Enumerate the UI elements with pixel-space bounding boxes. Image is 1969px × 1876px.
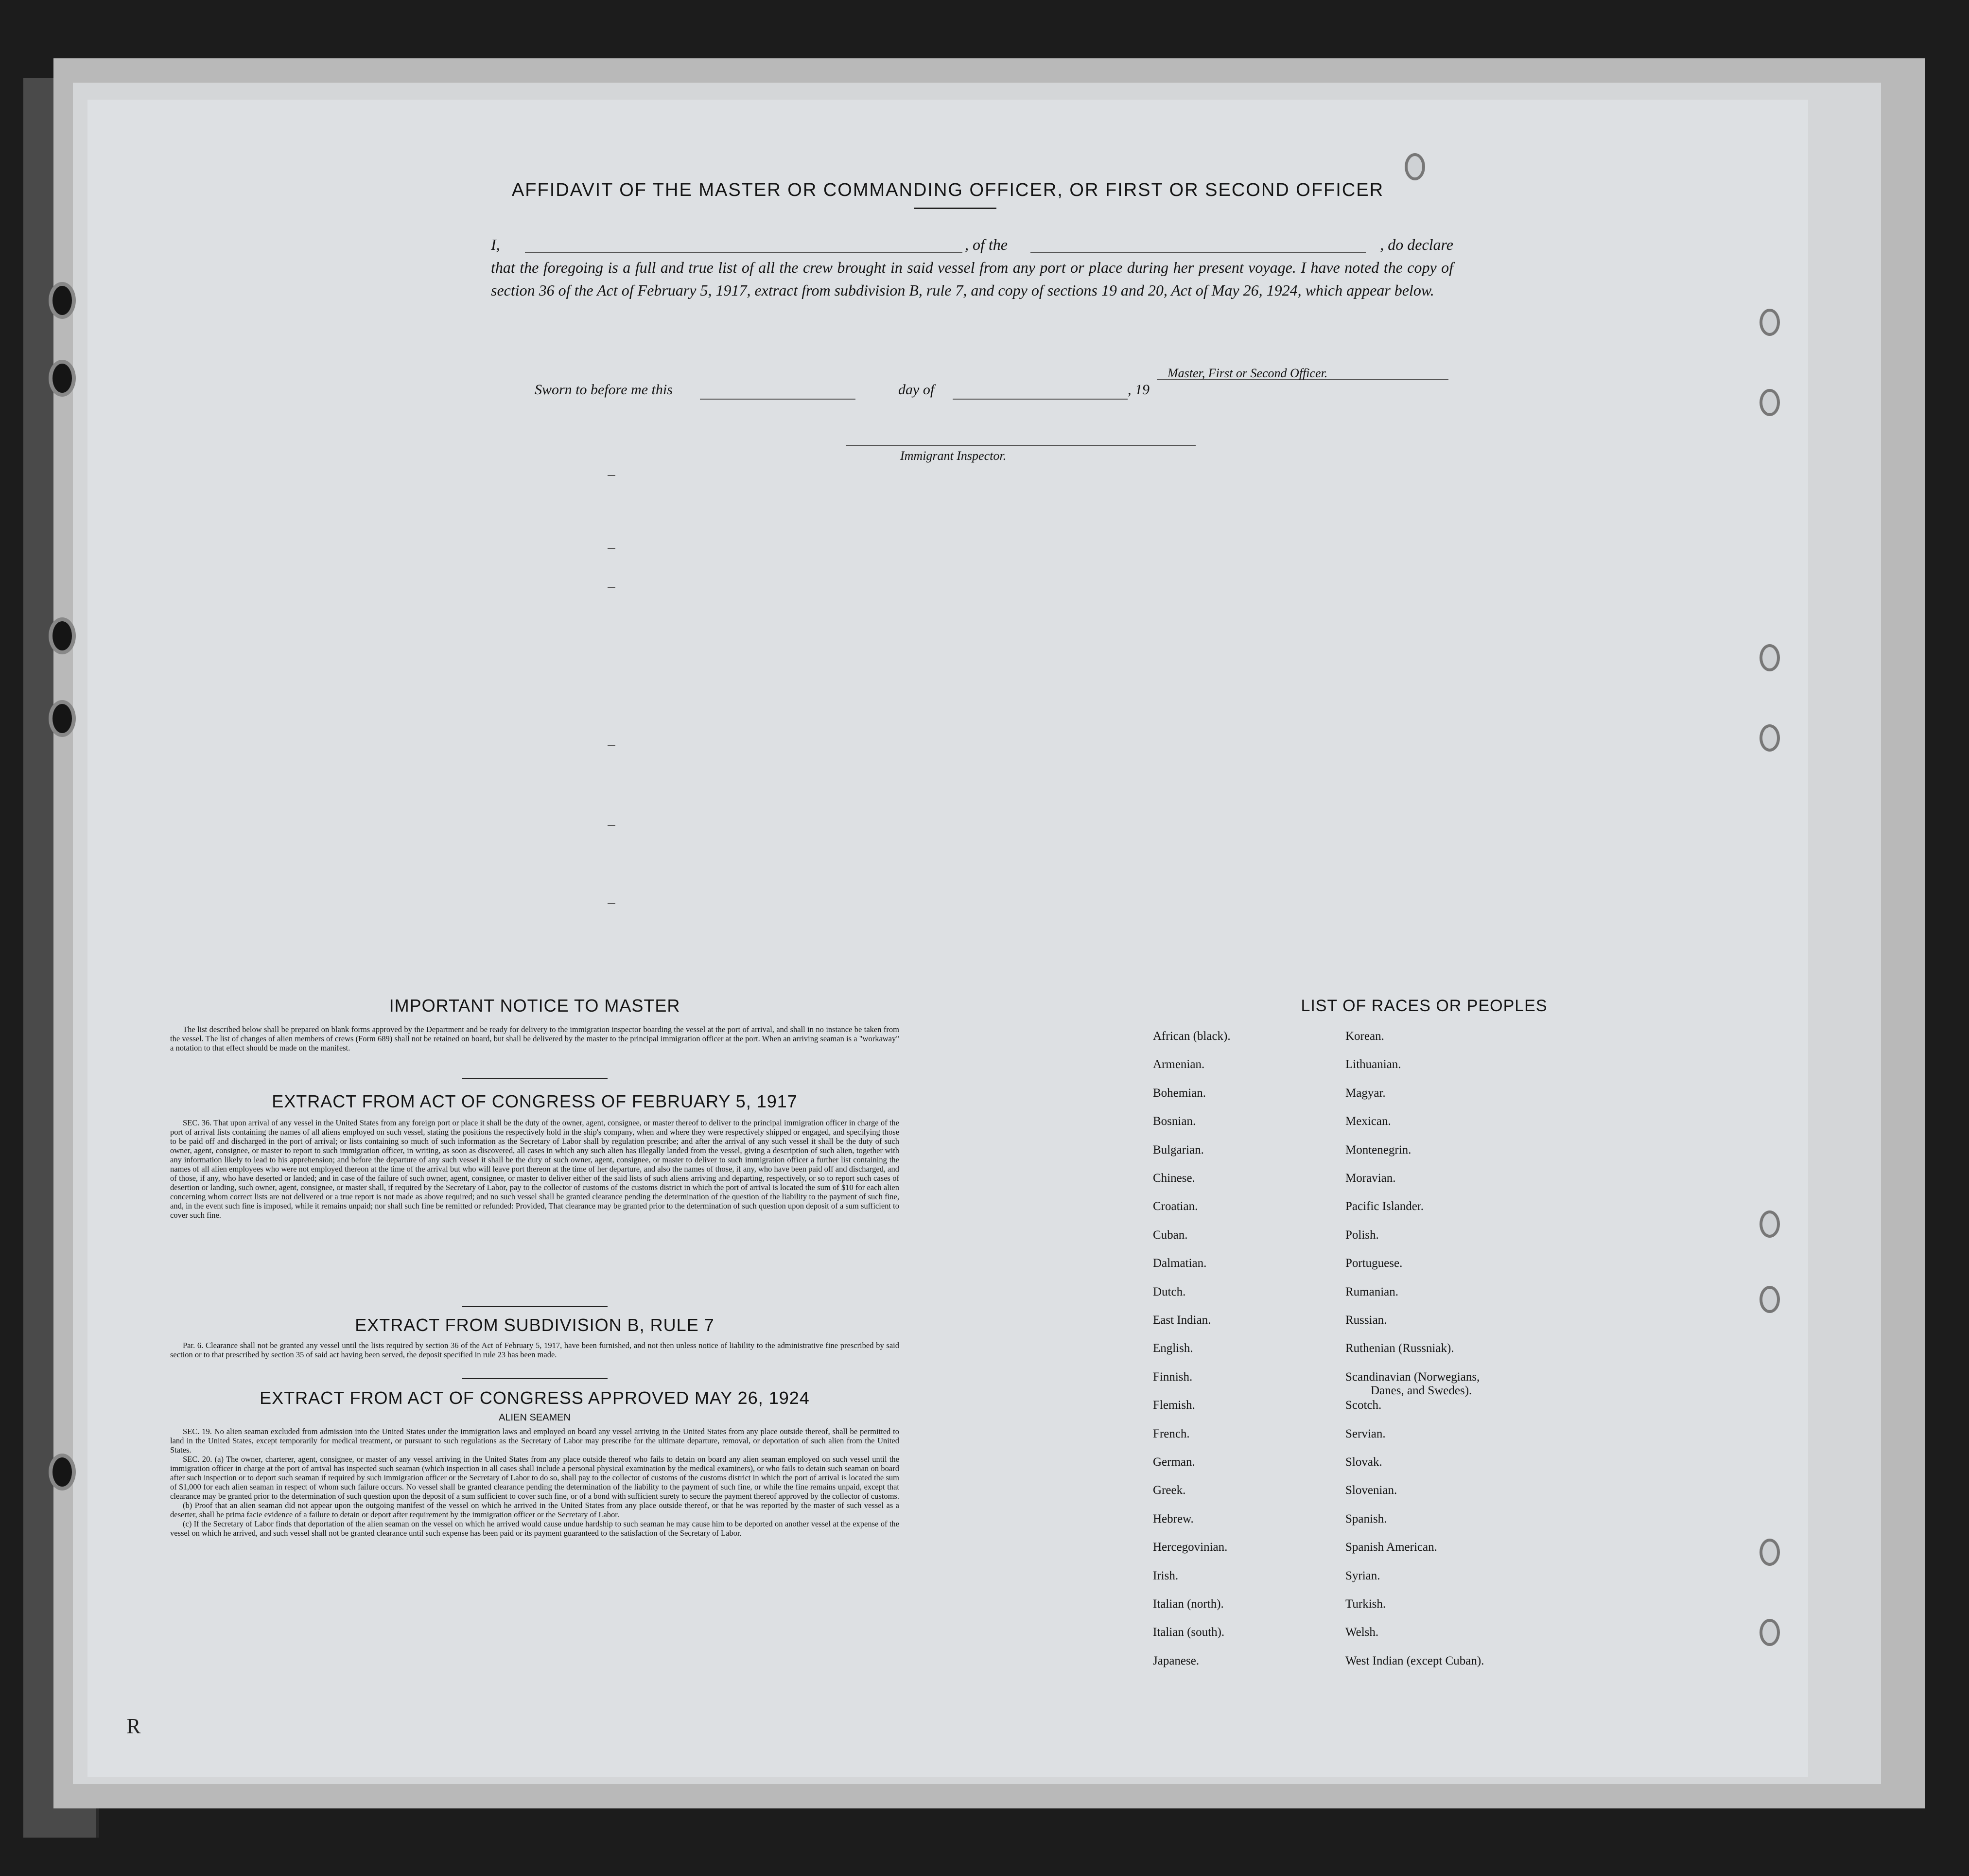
race-entry: Servian. xyxy=(1345,1427,1386,1440)
punch-hole xyxy=(1760,644,1780,671)
punch-hole xyxy=(1760,1619,1780,1646)
race-entry: Welsh. xyxy=(1345,1626,1379,1639)
extract-1924-title: EXTRACT FROM ACT OF CONGRESS APPROVED MAY 26, 1924 xyxy=(260,1388,810,1408)
race-entry: Portuguese. xyxy=(1345,1257,1403,1270)
punch-hole xyxy=(1405,153,1425,180)
race-entry: African (black). xyxy=(1153,1030,1231,1043)
race-entry: Irish. xyxy=(1153,1569,1179,1582)
race-entry: Finnish. xyxy=(1153,1370,1193,1384)
race-entry: Chinese. xyxy=(1153,1172,1195,1185)
race-entry: German. xyxy=(1153,1455,1195,1469)
name-blank xyxy=(525,252,962,253)
binder-hole xyxy=(49,1454,76,1490)
declaration-body: that the foregoing is a full and true list of all the crew brought in said vessel from any port or place during her present voyage. I have noted the copy of section 36 of the Act of February 5, 1917, extract from subdivision B, rule 7, and copy of sections 19 and 20, Act of May 26, 1924, which appear below. xyxy=(491,259,1453,299)
title-rule xyxy=(914,208,996,209)
race-entry: Bulgarian. xyxy=(1153,1143,1204,1157)
bleed-mark xyxy=(608,903,615,904)
sec20a-paragraph: SEC. 20. (a) The owner, charterer, agent, consignee, or master of any vessel arriving in the United States from any place outside thereof who fails to detain on board any alien seaman employed on such vessel until the immigration officer in charge at the port of arrival has inspected such seaman (which inspection in all cases shall include a personal physical examination by the medical examiners), or who fails to detain such seaman on board after such inspection or to deport such seaman if required by such immigration officer or the Secretary of Labor to do so, shall pay to the collector of customs of the customs district in which the port of arrival is located the sum of $1,000 for each alien seaman in respect of whom such failure occurs. No vessel shall be granted clearance pending the determination of the liability to the payment of such fine, or while the fine remains unpaid, except that clearance may be granted prior to the determination of such question upon the deposit of a sum sufficient to cover such fine, or of a bond with sufficient surety to secure the payment thereof approved by the collector of customs. xyxy=(170,1455,899,1501)
race-entry: Slovak. xyxy=(1345,1455,1382,1469)
sec36-paragraph: SEC. 36. That upon arrival of any vessel in the United States from any foreign port or place it shall be the duty of the owner, agent, consignee, or master thereof to deliver to the principal immigration officer in charge of the port of arrival lists containing the names of all aliens employed on such vessel, stating the positions the respectively hold in the ship's company, when and where they were respectively shipped or engaged, and specifying those to be paid off and discharged in the port of arrival; or lists containing so much of such information as the Secretary of Labor shall by regulation prescribe; and after the arrival of any such vessel it shall be the duty of such owner, agent, consignee, or master to report to such immigration officer, in writing, as soon as discovered, all cases in which any such alien has illegally landed from the vessel, giving a description of such alien, together with any information likely to lead to his apprehension; and before the departure of any such vessel it shall be the duty of such owner, agent, consignee, or master to deliver to such immigration officer a further list containing the names of all alien employees who were not employed thereon at the time of the arrival but who will leave port thereon at the time of her departure, and also the names of those, if any, who have been paid off and discharged, and of those, if any, who have deserted or landed; and in case of the failure of such owner, agent, consignee, or master to deliver either of the said lists of such aliens arriving and departing, respectively, or so to report such cases of desertion or landing, such owner, agent, consignee, or master shall, if required by the Secretary of Labor, pay to the collector of customs of the customs district in which the port of arrival is located the sum of $10 for each alien concerning whom correct lists are not delivered or a true report is not made as above required; and no such vessel shall be granted clearance pending the determination of the question of the liability to the payment of such fine, and, in the event such fine is imposed, while it remains unpaid; nor shall such fine be remitted or refunded: Provided, That clearance may be granted prior to the determination of such question upon deposit of a sum sufficient to cover such fine. xyxy=(170,1118,899,1220)
races-title: LIST OF RACES OR PEOPLES xyxy=(1301,997,1548,1015)
punch-hole xyxy=(1760,309,1780,336)
rule7-title: EXTRACT FROM SUBDIVISION B, RULE 7 xyxy=(355,1315,714,1335)
bleed-mark xyxy=(608,475,615,476)
race-entry: Dutch. xyxy=(1153,1285,1186,1298)
punch-hole xyxy=(1760,1539,1780,1566)
do-declare-label: , do declare xyxy=(1380,236,1453,253)
declarant-prefix: I, xyxy=(491,236,500,253)
notice-title: IMPORTANT NOTICE TO MASTER xyxy=(389,996,680,1016)
race-entry: Dalmatian. xyxy=(1153,1257,1207,1270)
race-entry: Italian (north). xyxy=(1153,1597,1224,1611)
race-entry: Turkish. xyxy=(1345,1597,1386,1611)
rule7-text xyxy=(170,1341,899,1359)
bleed-mark xyxy=(608,587,615,588)
sec20b-paragraph: (b) Proof that an alien seaman did not appear upon the outgoing manifest of the vessel on which he arrived in the United States from any place outside thereof, or that he was reported by the master of such vessel as a deserter, shall be prima facie evidence of a failure to detain or deport after requirement by the immigration officer or the Secretary of Labor. xyxy=(170,1501,899,1519)
inspector-signature-line xyxy=(846,445,1196,446)
race-entry: Pacific Islander. xyxy=(1345,1200,1424,1213)
race-entry: Danes, and Swedes). xyxy=(1371,1384,1472,1397)
race-entry: Spanish American. xyxy=(1345,1541,1437,1554)
race-entry: Korean. xyxy=(1345,1030,1384,1043)
race-entry: Scotch. xyxy=(1345,1399,1382,1412)
race-entry: Slovenian. xyxy=(1345,1484,1397,1497)
sworn-month-blank xyxy=(953,399,1128,400)
inspector-caption: Immigrant Inspector. xyxy=(900,449,1007,463)
sworn-label: Sworn to before me this xyxy=(535,382,673,398)
extract-1924-text xyxy=(170,1427,899,1538)
race-entry: Ruthenian (Russniak). xyxy=(1345,1342,1454,1355)
punch-hole xyxy=(1760,724,1780,752)
sec20c-paragraph: (c) If the Secretary of Labor finds that deportation of the alien seaman on the vessel on which he arrived would cause undue hardship to such seaman he may cause him to be deported on another vessel at the expense of the vessel on which he arrived, and such vessel shall not be granted clearance until such expense has been paid or its payment guaranteed to the satisfaction of the Secretary of Labor. xyxy=(170,1519,899,1538)
extract-1917-title: EXTRACT FROM ACT OF CONGRESS OF FEBRUARY 5, 1917 xyxy=(272,1091,798,1111)
race-entry: Croatian. xyxy=(1153,1200,1198,1213)
punch-hole xyxy=(1760,1210,1780,1238)
punch-hole xyxy=(1760,389,1780,416)
binder-hole xyxy=(49,700,76,737)
race-entry: Cuban. xyxy=(1153,1228,1188,1242)
race-entry: Bohemian. xyxy=(1153,1086,1206,1100)
declaration-line xyxy=(491,233,1453,256)
punch-hole xyxy=(1760,1286,1780,1313)
sec19-paragraph: SEC. 19. No alien seaman excluded from admission into the United States under the immigration laws and employed on board any vessel arriving in the United States from any place outside thereof, shall be permitted to land in the United States, except temporarily for medical treatment, or pursuant to such regulations as the Secretary of Labor may prescribe for the ultimate departure, removal, or deportation of such alien from the United States. xyxy=(170,1427,899,1455)
binder-hole xyxy=(49,282,76,319)
race-entry: Armenian. xyxy=(1153,1058,1205,1071)
race-entry: Greek. xyxy=(1153,1484,1186,1497)
of-the-label: , of the xyxy=(965,236,1008,253)
race-entry: Syrian. xyxy=(1345,1569,1380,1582)
race-entry: Flemish. xyxy=(1153,1399,1195,1412)
race-entry: Spanish. xyxy=(1345,1512,1387,1525)
sworn-day-blank xyxy=(700,399,855,400)
signature-caption: Master, First or Second Officer. xyxy=(1167,366,1328,380)
section-rule xyxy=(462,1078,608,1079)
race-entry: West Indian (except Cuban). xyxy=(1345,1654,1484,1667)
manifest-page xyxy=(87,100,1808,1777)
race-entry: Polish. xyxy=(1345,1228,1379,1242)
bleed-mark xyxy=(608,825,615,826)
race-entry: Mexican. xyxy=(1345,1115,1391,1128)
race-entry: Montenegrin. xyxy=(1345,1143,1411,1157)
bleed-mark xyxy=(608,745,615,746)
vessel-blank xyxy=(1030,252,1366,253)
section-rule xyxy=(462,1378,608,1379)
affidavit-declaration xyxy=(491,233,1453,302)
race-entry: Scandinavian (Norwegians, xyxy=(1345,1370,1480,1384)
race-entry: English. xyxy=(1153,1342,1193,1355)
race-entry: Lithuanian. xyxy=(1345,1058,1401,1071)
affidavit-title: AFFIDAVIT OF THE MASTER OR COMMANDING OFFICER, OR FIRST OR SECOND OFFICER xyxy=(511,180,1384,200)
day-of-label: day of xyxy=(898,382,935,398)
race-entry: French. xyxy=(1153,1427,1190,1440)
race-entry: Hebrew. xyxy=(1153,1512,1194,1525)
race-entry: Moravian. xyxy=(1345,1172,1396,1185)
race-entry: Magyar. xyxy=(1345,1086,1386,1100)
race-entry: Italian (south). xyxy=(1153,1626,1225,1639)
race-entry: Japanese. xyxy=(1153,1654,1200,1667)
par6-paragraph: Par. 6. Clearance shall not be granted any vessel until the lists required by section 36 of the Act of February 5, 1917, have been furnished, and not then unless notice of liability to the administrative fine prescribed by said section or to that prescribed by section 35 of said act having been served, the deposit specified in rule 23 has been made. xyxy=(170,1341,899,1359)
extract-1917-text xyxy=(170,1118,899,1220)
race-entry: East Indian. xyxy=(1153,1314,1211,1327)
race-entry: Bosnian. xyxy=(1153,1115,1196,1128)
notice-paragraph: The list described below shall be prepared on blank forms approved by the Department and be ready for delivery to the immigration inspector boarding the vessel at the port of arrival, and shall in no instance be taken from the vessel. The list of changes of alien members of crews (Form 689) shall not be retained on board, but shall be delivered by the master to the principal immigration officer at the port. When an arriving seaman is a "workaway" a notation to that effect should be made on the manifest. xyxy=(170,1025,899,1052)
section-rule xyxy=(462,1306,608,1307)
notice-text xyxy=(170,1025,899,1052)
binder-hole xyxy=(49,617,76,654)
race-entry: Hercegovinian. xyxy=(1153,1541,1228,1554)
race-entry: Russian. xyxy=(1345,1314,1387,1327)
alien-seamen-subtitle: ALIEN SEAMEN xyxy=(499,1412,571,1423)
corner-mark: R xyxy=(126,1714,141,1738)
binder-hole xyxy=(49,360,76,397)
race-entry: Rumanian. xyxy=(1345,1285,1399,1298)
bleed-mark xyxy=(608,548,615,549)
year-label: , 19 xyxy=(1128,382,1150,398)
